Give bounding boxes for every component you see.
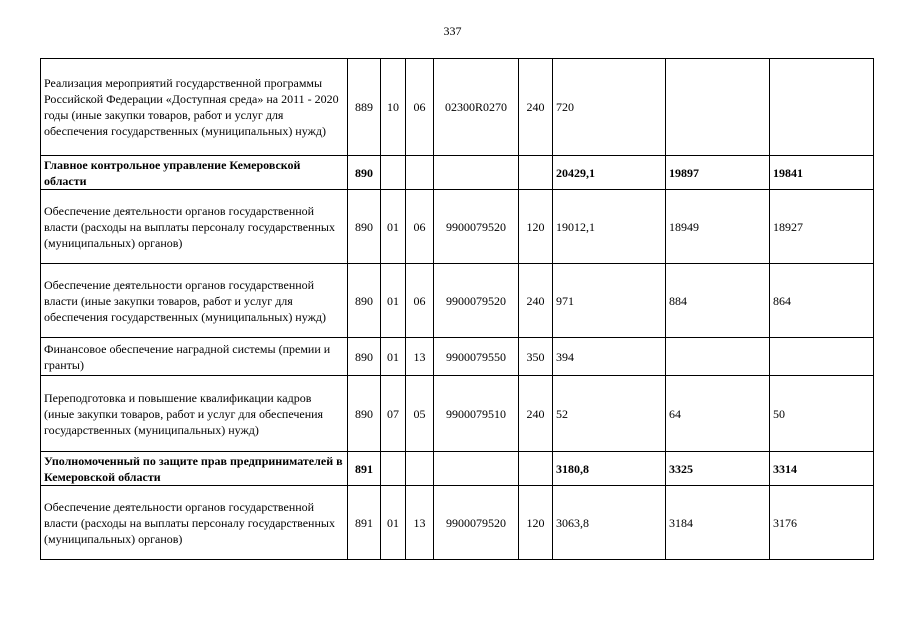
subsection-code-cell: 06: [406, 264, 434, 338]
table-row: [41, 338, 874, 376]
subsection-code-cell: 06: [406, 59, 434, 156]
amount-cell-3: [770, 338, 874, 376]
subsection-code-cell: 13: [406, 486, 434, 560]
amount-cell-2: 19897: [666, 156, 770, 190]
table-row: [41, 452, 874, 486]
amount-cell-3: 3176: [770, 486, 874, 560]
row-name-cell: Обеспечение деятельности органов государственной власти (иные закупки товаров, работ и услуг для обеспечения государственных (муниципальных) нужд): [41, 264, 348, 338]
amount-cell-2: 64: [666, 376, 770, 452]
department-code-cell: 890: [348, 338, 381, 376]
subsection-code-cell: [406, 156, 434, 190]
expense-type-cell: 240: [519, 376, 553, 452]
row-name-cell: Обеспечение деятельности органов государственной власти (расходы на выплаты персоналу государственных (муниципальных) органов): [41, 486, 348, 560]
amount-cell-2: [666, 59, 770, 156]
table-row: [41, 156, 874, 190]
table-row: [41, 486, 874, 560]
amount-cell-2: 3184: [666, 486, 770, 560]
expense-type-cell: [519, 452, 553, 486]
target-article-cell: 02300R0270: [434, 59, 519, 156]
row-name-cell: Финансовое обеспечение наградной системы (премии и гранты): [41, 338, 348, 376]
target-article-cell: 9900079520: [434, 486, 519, 560]
department-code-cell: 891: [348, 486, 381, 560]
target-article-cell: 9900079550: [434, 338, 519, 376]
amount-cell-2: 18949: [666, 190, 770, 264]
amount-cell-2: [666, 338, 770, 376]
expense-type-cell: 240: [519, 59, 553, 156]
row-name-cell: Переподготовка и повышение квалификации кадров (иные закупки товаров, работ и услуг для обеспечения государственных (муниципальных) нужд): [41, 376, 348, 452]
target-article-cell: [434, 452, 519, 486]
subsection-code-cell: 06: [406, 190, 434, 264]
department-code-cell: 890: [348, 190, 381, 264]
subsection-code-cell: 05: [406, 376, 434, 452]
amount-cell-1: 394: [553, 338, 666, 376]
subsection-code-cell: [406, 452, 434, 486]
department-code-cell: 890: [348, 264, 381, 338]
amount-cell-1: 19012,1: [553, 190, 666, 264]
amount-cell-1: 20429,1: [553, 156, 666, 190]
section-code-cell: 01: [381, 264, 406, 338]
expense-type-cell: 350: [519, 338, 553, 376]
department-code-cell: 890: [348, 156, 381, 190]
amount-cell-1: 720: [553, 59, 666, 156]
section-code-cell: 07: [381, 376, 406, 452]
amount-cell-2: 3325: [666, 452, 770, 486]
section-code-cell: 01: [381, 486, 406, 560]
section-code-cell: [381, 452, 406, 486]
target-article-cell: [434, 156, 519, 190]
department-code-cell: 890: [348, 376, 381, 452]
target-article-cell: 9900079510: [434, 376, 519, 452]
amount-cell-3: 3314: [770, 452, 874, 486]
section-code-cell: 10: [381, 59, 406, 156]
amount-cell-3: 864: [770, 264, 874, 338]
table-row: [41, 264, 874, 338]
amount-cell-3: 18927: [770, 190, 874, 264]
expense-type-cell: 120: [519, 486, 553, 560]
expense-type-cell: 120: [519, 190, 553, 264]
expense-type-cell: [519, 156, 553, 190]
section-code-cell: 01: [381, 338, 406, 376]
expense-type-cell: 240: [519, 264, 553, 338]
row-name-cell: Уполномоченный по защите прав предпринимателей в Кемеровской области: [41, 452, 348, 486]
amount-cell-2: 884: [666, 264, 770, 338]
table-row: [41, 190, 874, 264]
budget-table: [40, 58, 874, 560]
row-name-cell: Реализация мероприятий государственной программы Российской Федерации «Доступная среда» на 2011 - 2020 годы (иные закупки товаров, работ и услуг для обеспечения государственных (муниципальных) нужд): [41, 59, 348, 156]
row-name-cell: Главное контрольное управление Кемеровской области: [41, 156, 348, 190]
amount-cell-3: 50: [770, 376, 874, 452]
target-article-cell: 9900079520: [434, 190, 519, 264]
amount-cell-1: 3180,8: [553, 452, 666, 486]
department-code-cell: 891: [348, 452, 381, 486]
department-code-cell: 889: [348, 59, 381, 156]
amount-cell-3: [770, 59, 874, 156]
table-row: [41, 59, 874, 156]
section-code-cell: [381, 156, 406, 190]
amount-cell-3: 19841: [770, 156, 874, 190]
row-name-cell: Обеспечение деятельности органов государственной власти (расходы на выплаты персоналу государственных (муниципальных) органов): [41, 190, 348, 264]
amount-cell-1: 52: [553, 376, 666, 452]
table-row: [41, 376, 874, 452]
amount-cell-1: 3063,8: [553, 486, 666, 560]
subsection-code-cell: 13: [406, 338, 434, 376]
page-number: 337: [443, 24, 462, 38]
section-code-cell: 01: [381, 190, 406, 264]
target-article-cell: 9900079520: [434, 264, 519, 338]
amount-cell-1: 971: [553, 264, 666, 338]
